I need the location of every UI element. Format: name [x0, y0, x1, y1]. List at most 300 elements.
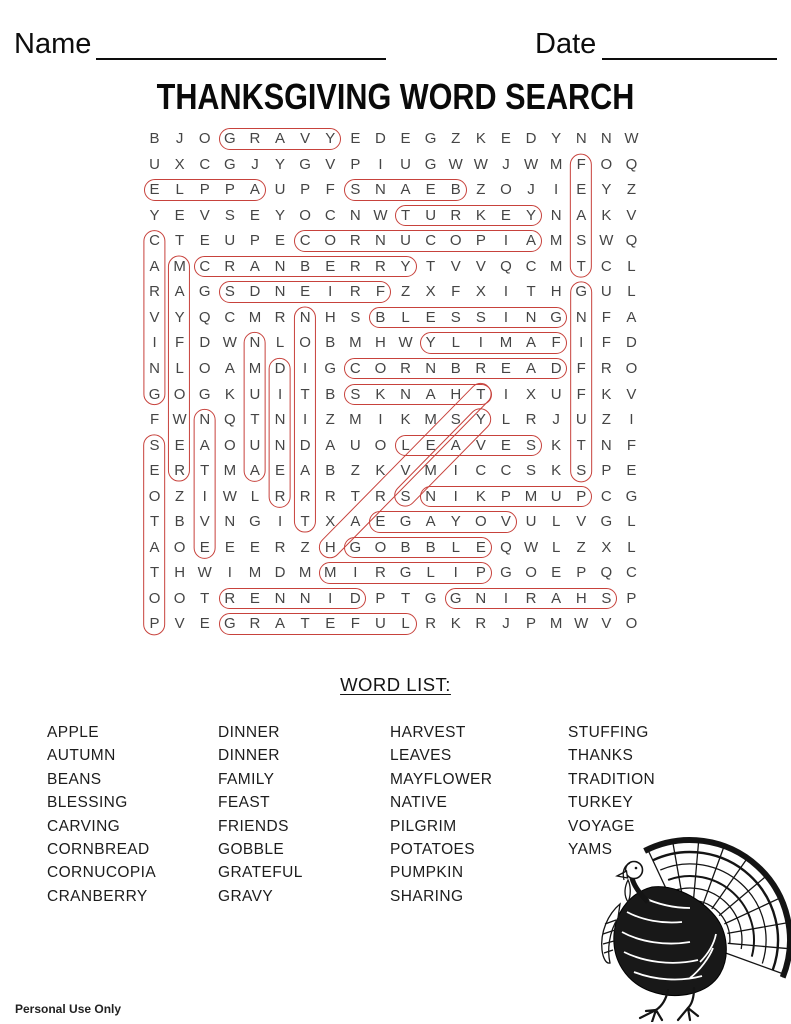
grid-letter: D [299, 436, 311, 454]
grid-letter: G [299, 155, 311, 173]
grid-letter: K [601, 385, 612, 403]
grid-letter: E [275, 462, 286, 480]
grid-letter: O [374, 538, 387, 556]
grid-letter: H [174, 564, 186, 582]
grid-letter: O [173, 538, 186, 556]
grid-letter: Y [275, 155, 286, 173]
grid-letter: K [450, 615, 461, 633]
grid-letter: K [551, 462, 562, 480]
grid-letter: E [551, 564, 562, 582]
grid-letter: A [425, 513, 436, 531]
grid-letter: N [425, 359, 437, 377]
grid-letter: W [523, 155, 539, 173]
grid-letter: L [451, 334, 460, 352]
word-list-heading: WORD LIST: [340, 674, 451, 695]
grid-letter: F [325, 181, 335, 199]
grid-letter: R [174, 462, 186, 480]
grid-letter: A [626, 308, 637, 326]
grid-letter: I [202, 487, 207, 505]
grid-letter: N [425, 487, 437, 505]
grid-letter: E [425, 308, 436, 326]
grid-letter: V [400, 462, 411, 480]
grid-letter: I [503, 308, 509, 326]
turkey-illustration-icon [582, 792, 791, 1022]
grid-letter: V [174, 615, 185, 633]
word-list-item: FAMILY [218, 770, 275, 788]
grid-letter: I [503, 589, 509, 607]
grid-letter: G [424, 130, 437, 147]
grid-letter: G [249, 513, 261, 531]
grid-letter: A [400, 181, 411, 199]
grid-letter: V [626, 206, 637, 224]
word-list-item: GOBBLE [218, 840, 285, 858]
grid-letter: H [450, 385, 462, 403]
word-list-item: MAYFLOWER [390, 770, 493, 788]
grid-letter: V [199, 513, 210, 531]
grid-letter: O [148, 589, 161, 607]
grid-letter: U [375, 615, 386, 633]
grid-letter: Z [476, 181, 486, 199]
grid-letter: R [525, 589, 537, 607]
grid-letter: F [576, 385, 586, 403]
grid-letter: U [400, 155, 411, 173]
grid-letter: N [349, 206, 361, 224]
grid-letter: G [224, 130, 236, 147]
grid-letter: K [551, 436, 562, 454]
grid-letter: P [475, 564, 486, 582]
grid-letter: N [550, 206, 562, 224]
grid-letter: W [448, 155, 463, 173]
grid-letter: P [526, 615, 537, 633]
grid-letter: S [450, 308, 461, 326]
grid-letter: T [300, 513, 310, 531]
grid-letter: V [300, 130, 311, 147]
grid-letter: C [224, 308, 236, 326]
grid-letter: C [475, 462, 487, 480]
grid-letter: O [224, 436, 236, 454]
grid-letter: R [324, 487, 336, 505]
word-list-item: GRAVY [218, 887, 274, 905]
grid-letter: L [551, 513, 561, 531]
grid-letter: B [425, 538, 436, 556]
grid-letter: P [300, 181, 311, 199]
grid-letter: I [303, 411, 308, 429]
grid-letter: G [449, 589, 462, 607]
grid-letter: N [475, 589, 487, 607]
grid-letter: L [401, 308, 410, 326]
grid-letter: L [627, 538, 636, 556]
grid-letter: U [550, 487, 562, 505]
grid-letter: L [551, 538, 561, 556]
grid-letter: E [199, 615, 210, 633]
grid-letter: P [500, 487, 511, 505]
grid-letter: H [550, 283, 562, 301]
grid-letter: S [224, 283, 235, 301]
grid-letter: N [274, 436, 286, 454]
grid-letter: H [324, 308, 336, 326]
grid-letter: X [325, 513, 336, 531]
grid-letter: B [174, 513, 185, 531]
grid-letter: U [600, 283, 612, 301]
grid-letter: O [173, 589, 186, 607]
grid-letter: V [626, 385, 637, 403]
grid-letter: D [375, 130, 386, 147]
date-input-line[interactable] [602, 58, 777, 60]
grid-letter: Z [175, 487, 185, 505]
grid-letter: R [249, 130, 261, 147]
grid-letter: E [174, 436, 185, 454]
grid-letter: D [249, 283, 261, 301]
grid-letter: A [249, 257, 260, 275]
grid-letter: B [400, 538, 411, 556]
grid-letter: D [550, 359, 562, 377]
grid-letter: E [375, 513, 386, 531]
grid-letter: W [373, 206, 388, 224]
grid-letter: S [475, 308, 486, 326]
word-list-item: HARVEST [390, 724, 466, 741]
grid-letter: P [626, 589, 637, 607]
grid-letter: N [299, 589, 311, 607]
grid-letter: M [173, 257, 186, 275]
grid-letter: E [249, 538, 260, 556]
grid-letter: O [324, 232, 337, 250]
grid-letter: E [199, 538, 210, 556]
grid-letter: G [224, 615, 236, 633]
word-list-column-1 [47, 721, 156, 908]
grid-letter: J [552, 411, 560, 429]
grid-letter: Y [275, 206, 286, 224]
grid-letter: I [478, 334, 483, 352]
grid-letter: N [274, 283, 286, 301]
grid-letter: R [149, 283, 160, 301]
grid-letter: M [549, 257, 563, 275]
grid-letter: A [249, 181, 260, 199]
grid-letter: E [350, 130, 361, 147]
grid-letter: A [275, 615, 286, 633]
grid-letter: P [350, 155, 361, 173]
grid-letter: M [248, 564, 262, 582]
word-list-item: GRATEFUL [218, 864, 303, 882]
word-list-item: VOYAGE [568, 817, 635, 835]
grid-letter: V [475, 436, 486, 454]
grid-letter: E [149, 462, 160, 480]
grid-letter: Q [198, 308, 211, 326]
grid-letter: O [475, 513, 487, 531]
word-search-grid [142, 126, 645, 638]
grid-letter: F [375, 283, 386, 301]
grid-letter: M [223, 462, 237, 480]
grid-letter: R [224, 589, 236, 607]
grid-letter: C [425, 232, 437, 250]
grid-letter: E [325, 257, 336, 275]
grid-letter: T [200, 462, 210, 480]
grid-letter: O [625, 359, 638, 377]
grid-letter: E [224, 538, 235, 556]
grid-letter: Y [450, 513, 461, 531]
grid-letter: E [626, 462, 637, 480]
word-list-item: SHARING [390, 887, 464, 905]
word-list-item: FEAST [218, 794, 270, 812]
grid-letter: W [574, 615, 589, 633]
grid-letter: T [526, 283, 536, 301]
grid-letter: L [401, 436, 410, 454]
grid-letter: F [626, 436, 637, 454]
grid-letter: A [174, 283, 185, 301]
grid-letter: B [149, 130, 160, 147]
grid-letter: A [526, 232, 537, 250]
grid-letter: R [400, 359, 411, 377]
grid-letter: O [449, 232, 462, 250]
grid-letter: B [325, 334, 336, 352]
grid-letter: R [299, 487, 311, 505]
grid-letter: T [476, 385, 486, 403]
grid-letter: A [149, 257, 160, 275]
grid-letter: L [627, 283, 636, 301]
grid-letter: X [475, 283, 486, 301]
grid-letter: E [199, 232, 210, 250]
grid-letter: M [298, 564, 312, 582]
grid-letter: A [526, 334, 537, 352]
grid-letter: L [250, 487, 260, 505]
word-list-item: DINNER [218, 747, 280, 765]
grid-letter: U [525, 513, 537, 531]
date-label: Date [535, 28, 597, 60]
grid-letter: J [527, 181, 535, 199]
grid-letter: R [224, 257, 236, 275]
grid-letter: I [453, 564, 458, 582]
grid-letter: T [149, 564, 160, 582]
grid-letter: Z [626, 181, 637, 199]
grid-letter: J [175, 130, 184, 147]
grid-letter: N [274, 411, 286, 429]
grid-letter: B [325, 462, 336, 480]
grid-letter: E [425, 181, 436, 199]
grid-letter: D [274, 564, 286, 582]
grid-letter: V [199, 206, 210, 224]
grid-letter: G [224, 155, 236, 173]
grid-letter: E [500, 359, 511, 377]
grid-letter: T [300, 615, 310, 633]
grid-letter: N [375, 232, 386, 250]
grid-letter: N [299, 308, 311, 326]
grid-letter: Y [325, 130, 336, 147]
grid-letter: I [503, 283, 509, 301]
grid-letter: P [249, 232, 260, 250]
grid-letter: N [375, 181, 386, 199]
grid-letter: T [175, 232, 185, 250]
grid-letter: C [600, 487, 612, 505]
grid-letter: D [349, 589, 361, 607]
grid-letter: W [398, 334, 413, 352]
name-input-line[interactable] [96, 58, 386, 60]
grid-letter: O [374, 359, 387, 377]
grid-letter: D [525, 130, 537, 147]
word-list-item: STUFFING [568, 724, 649, 741]
grid-letter: F [576, 155, 586, 173]
grid-letter: S [149, 436, 160, 454]
grid-letter: U [349, 436, 361, 454]
grid-letter: P [576, 564, 587, 582]
grid-letter: Q [500, 538, 512, 556]
grid-letter: I [378, 411, 383, 429]
grid-letter: H [375, 334, 386, 352]
grid-letter: V [149, 308, 160, 326]
grid-letter: X [174, 155, 185, 173]
grid-letter: S [350, 385, 361, 403]
word-list-item: THANKS [568, 747, 634, 765]
word-list-item: CORNUCOPIA [47, 864, 157, 882]
word-list-item: BLESSING [47, 794, 128, 812]
grid-letter: R [375, 257, 386, 275]
grid-letter: O [525, 564, 537, 582]
grid-letter: B [325, 385, 336, 403]
grid-letter: G [575, 283, 588, 301]
grid-letter: M [349, 411, 362, 429]
grid-letter: O [173, 385, 186, 403]
grid-letter: I [227, 564, 232, 582]
grid-letter: A [450, 436, 461, 454]
grid-letter: M [424, 411, 437, 429]
grid-letter: C [149, 232, 160, 250]
grid-letter: G [500, 564, 512, 582]
grid-letter: H [324, 538, 336, 556]
grid-letter: C [525, 257, 537, 275]
grid-letter: T [200, 589, 210, 607]
grid-letter: Y [149, 206, 160, 224]
grid-letter: H [575, 589, 587, 607]
grid-letter: R [475, 359, 487, 377]
grid-letter: P [224, 181, 235, 199]
grid-letter: X [425, 283, 436, 301]
grid-letter: A [300, 462, 311, 480]
grid-letter: G [625, 487, 638, 505]
grid-letter: Y [475, 411, 486, 429]
grid-letter: Y [526, 206, 537, 224]
grid-letter: A [199, 436, 210, 454]
grid-letter: N [575, 308, 587, 326]
grid-letter: M [248, 359, 262, 377]
grid-letter: U [400, 232, 411, 250]
grid-letter: M [323, 564, 337, 582]
license-text: Personal Use Only [15, 1002, 122, 1016]
word-list-item: YAMS [568, 840, 613, 858]
grid-letter: G [198, 385, 211, 403]
grid-letter: N [224, 513, 236, 531]
grid-letter: G [600, 513, 613, 531]
grid-letter: E [325, 615, 336, 633]
grid-letter: L [627, 257, 636, 275]
page-title: THANKSGIVING WORD SEARCH [156, 76, 635, 117]
grid-letter: A [576, 206, 587, 224]
grid-letter: N [249, 334, 261, 352]
grid-letter: F [149, 411, 160, 429]
grid-letter: T [250, 411, 260, 429]
grid-letter: J [251, 155, 259, 173]
grid-letter: X [601, 538, 612, 556]
word-list-column-2 [218, 721, 303, 908]
grid-letter: L [175, 181, 184, 199]
grid-letter: K [224, 385, 235, 403]
grid-letter: W [222, 334, 237, 352]
grid-letter: R [249, 615, 261, 633]
word-list-item: APPLE [47, 724, 99, 741]
grid-letter: Y [425, 334, 436, 352]
grid-letter: E [500, 206, 511, 224]
grid-letter: A [350, 513, 361, 531]
grid-letter: K [475, 487, 486, 505]
grid-letter: J [502, 155, 510, 173]
grid-letter: R [525, 411, 537, 429]
grid-letter: Q [600, 564, 613, 582]
grid-letter: X [526, 385, 537, 403]
grid-letter: W [172, 411, 187, 429]
grid-letter: M [248, 308, 262, 326]
grid-letter: G [399, 564, 412, 582]
grid-letter: T [300, 385, 310, 403]
grid-letter: O [374, 436, 387, 454]
grid-letter: D [274, 359, 286, 377]
grid-letter: Q [625, 155, 638, 173]
grid-letter: I [503, 385, 509, 403]
grid-letter: F [451, 283, 461, 301]
grid-letter: V [475, 257, 486, 275]
grid-letter: U [249, 385, 261, 403]
grid-letter: G [198, 283, 211, 301]
grid-letter: I [328, 283, 333, 301]
grid-letter: O [198, 130, 211, 147]
grid-letter: E [249, 589, 260, 607]
grid-letter: A [249, 462, 260, 480]
grid-letter: N [600, 130, 612, 147]
grid-letter: E [576, 181, 587, 199]
grid-letter: I [277, 385, 283, 403]
word-list-item: DINNER [218, 724, 280, 741]
grid-letter: A [224, 359, 235, 377]
grid-letter: W [624, 130, 639, 147]
grid-letter: N [274, 257, 286, 275]
grid-letter: B [450, 181, 461, 199]
grid-letter: T [400, 206, 411, 224]
grid-letter: R [450, 206, 462, 224]
grid-letter: C [199, 257, 211, 275]
grid-letter: G [148, 385, 161, 403]
grid-letter: Q [625, 232, 638, 250]
grid-letter: R [425, 615, 437, 633]
word-list-item: PILGRIM [390, 817, 457, 835]
grid-letter: I [328, 589, 333, 607]
grid-letter: E [475, 538, 486, 556]
word-list-item: POTATOES [390, 840, 476, 858]
grid-letter: I [503, 232, 509, 250]
grid-letter: K [475, 206, 486, 224]
grid-letter: O [198, 359, 211, 377]
grid-letter: S [350, 308, 361, 326]
word-list-item: LEAVES [390, 747, 452, 765]
grid-letter: K [400, 411, 411, 429]
grid-letter: L [401, 615, 410, 633]
grid-letter: R [600, 359, 612, 377]
grid-letter: N [575, 130, 587, 147]
grid-letter: O [148, 487, 161, 505]
grid-letter: E [300, 283, 311, 301]
grid-letter: L [451, 538, 460, 556]
grid-letter: L [627, 513, 636, 531]
grid-letter: F [601, 308, 611, 326]
grid-letter: F [350, 615, 360, 633]
grid-letter: C [349, 359, 361, 377]
word-list-item: CRANBERRY [47, 887, 148, 905]
word-list-item: TRADITION [568, 770, 656, 788]
